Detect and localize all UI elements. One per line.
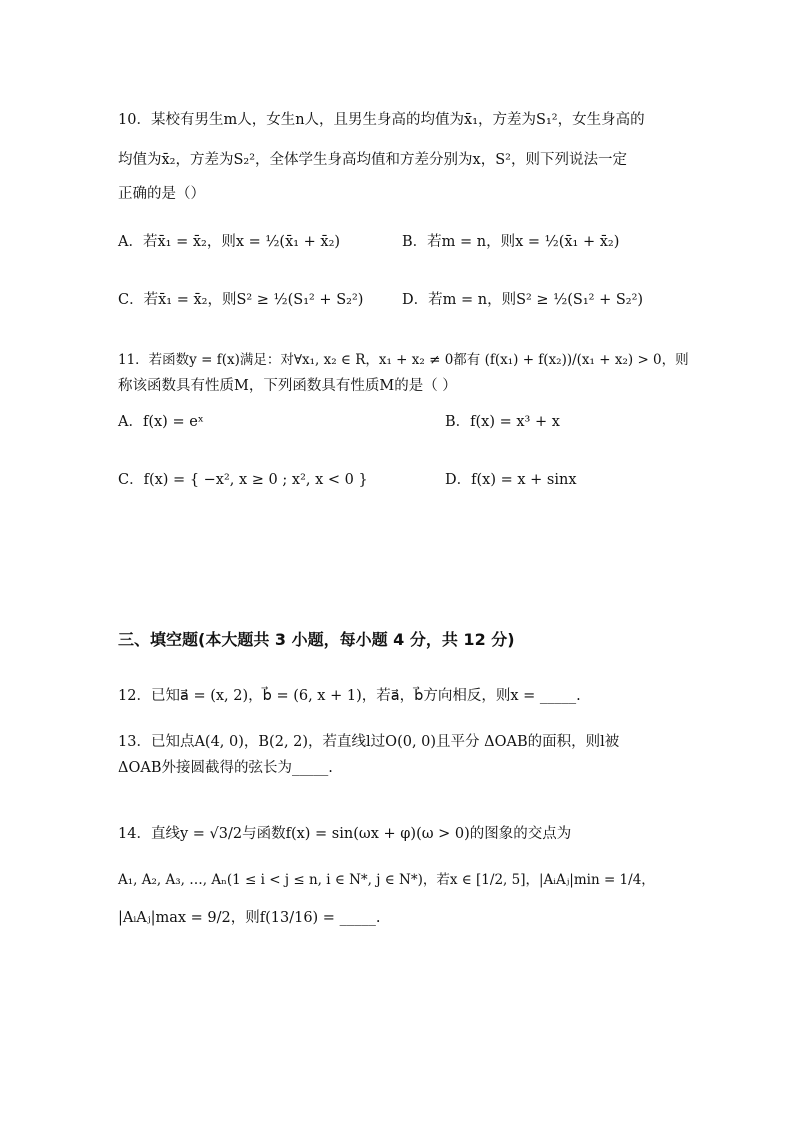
question-10-line-3: 正确的是（） (118, 186, 205, 202)
question-10-option-b: B．若m = n，则x = ½(x̄₁ + x̄₂) (402, 234, 620, 250)
question-11-option-b: B．f(x) = x³ + x (445, 414, 560, 430)
question-13-line-2: ΔOAB外接圆截得的弦长为_____. (118, 760, 333, 776)
question-14-line-1: 14．直线y = √3/2与函数f(x) = sin(ωx + φ)(ω > 0)的图象的交点为 (118, 826, 572, 842)
question-11-option-c: C．f(x) = { −x², x ≥ 0 ; x², x < 0 } (118, 472, 368, 488)
question-14-line-2: A₁, A₂, A₃, …, Aₙ(1 ≤ i < j ≤ n, i ∈ N*, j ∈ N*)，若x ∈ [1/2, 5]，|AᵢAⱼ|min = 1/4， (118, 872, 655, 888)
question-10-option-a: A．若x̄₁ = x̄₂，则x = ½(x̄₁ + x̄₂) (118, 234, 341, 250)
question-10-line-1: 10．某校有男生m人，女生n人，且男生身高的均值为x̄₁，方差为S₁²，女生身高的 (118, 112, 645, 128)
section-3-heading: 三、填空题(本大题共 3 小题，每小题 4 分，共 12 分) (118, 630, 515, 649)
question-11-line-2: 称该函数具有性质M，下列函数具有性质M的是（ ） (118, 378, 457, 394)
question-10-line-2: 均值为x̄₂，方差为S₂²，全体学生身高均值和方差分别为x，S²，则下列说法一定 (118, 152, 627, 168)
question-12: 12．已知a⃗ = (x, 2)，b⃗ = (6, x + 1)，若a⃗，b⃗方向相反，则x = _____. (118, 688, 581, 704)
question-13-line-1: 13．已知点A(4, 0)，B(2, 2)，若直线l过O(0, 0)且平分 ΔOAB的面积，则l被 (118, 734, 620, 750)
question-14-line-3: |AᵢAⱼ|max = 9/2，则f(13/16) = _____. (118, 910, 381, 926)
question-11-option-d: D．f(x) = x + sinx (445, 472, 577, 488)
question-11-line-1: 11．若函数y = f(x)满足：对∀x₁, x₂ ∈ R，x₁ + x₂ ≠ 0都有 (f(x₁) + f(x₂))/(x₁ + x₂) > 0，则 (118, 352, 689, 368)
question-11-option-a: A．f(x) = eˣ (118, 414, 204, 430)
question-10-option-d: D．若m = n，则S² ≥ ½(S₁² + S₂²) (402, 292, 644, 308)
question-10-option-c: C．若x̄₁ = x̄₂，则S² ≥ ½(S₁² + S₂²) (118, 292, 364, 308)
